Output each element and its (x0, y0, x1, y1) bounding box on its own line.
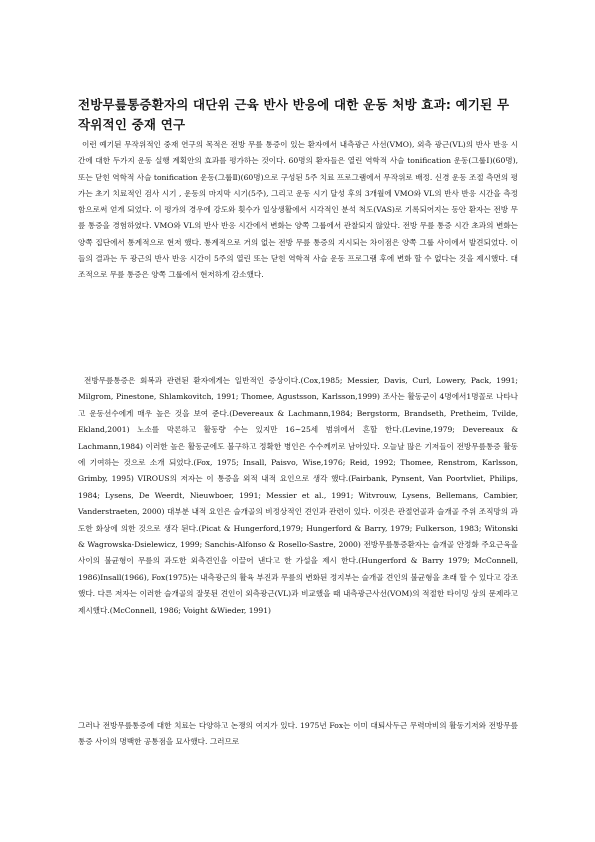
document-title: 전방무릎통증환자의 대단위 근육 반사 반응에 대한 운동 처방 효과: 예기된 무작위적인 중재 연구 (78, 97, 510, 132)
body-paragraph-1: 전방무릎통증은 회복과 관련된 환자에게는 일반적인 증상이다.(Cox,1985; Messier, Davis, Curl, Lowery, Pack, 1991; Milgrom, Pinestone, Shlamkovitch, 1991; Thomee, Agustsson, Karlsson,1999) 조사는 활동군이 4명에서1명꼴로 나타나고 운동선수에게 매우 높은 것을 보여 준다.(Devereaux & Lachmann,1984; Bergstorm, Brandseth, Pretheim, Tvilde, Ekland,2001) 노소를 막론하고 활동량 수는 있지만 16~25세 범위에서 흔할 한다.(Levine,1979; Devereaux & Lachmann,1984) 이러한 높은 활동군에도 불구하고 정확한 병인은 수수께끼로 남아있다. 오늘날 많은 기저들이 전방무릎통증 활동에 기여하는 것으로 소개 되었다.(Fox, 1975; Insall, Paisvo, Wise,1976; Reid, 1992; Thomee, Renstrom, Karlsson, Grimby, 1995) VIROUS의 저자는 이 통증을 외적 내적 요인으로 생각 했다.(Fairbank, Pynsent, Van Poortvliet, Philips, 1984; Lysens, De Weerdt, Nieuwboer, 1991; Messier et al., 1991; Witvrouw, Lysens, Bellemans, Cambier, Vanderstraeten, 2000) 대부분 내적 요인은 슬개골의 비정상적인 견인과 관련이 있다. 이것은 관절연골과 슬개골 주위 조직망의 과도한 화상에 의한 것으로 생각 된다.(Picat & Hungerford,1979; Hungerford & Barry, 1979; Fulkerson, 1983; Witonski & Wagrowska-Dsielewicz, 1999; Sanchis-Alfonso & Rosello-Sastre, 2000) 전방무릎통증환자는 슬개골 안정화 주요근육을 사이의 불균형이 무릎의 과도한 외측견인을 이끌어 낸다고 한 가설을 제시 한다.(Hungerford & Barry 1979; McConnell, 1986)Insall(1966), Fox(1975)는 내측광근의 활육 부진과 무릎의 변화된 정지부는 슬개골 견인의 불균형을 초래 할 수 있다고 강조했다. 다른 저자는 이러한 슬개골의 잘못된 견인이 외측광근(VL)과 비교했을 때 내측광근사선(VOM)의 적절한 타이밍 상의 문제라고 제시했다.(McConnell, 1986; Voight &Wieder, 1991) (78, 376, 518, 615)
body-paragraph-2: 그러나 전방무릎통증에 대한 치료는 다양하고 논쟁의 여지가 있다. 1975년 Fox는 이미 대퇴사두근 무력마비의 활동기저와 전방무릎통증 사이의 명백한 공통점을 묘사했다. 그러므로 (78, 721, 518, 747)
abstract-paragraph: 이런 예기된 무작위적인 중재 연구의 목적은 전방 무릎 통증이 있는 환자에서 내측광근 사선(VMO), 외측 광근(VL)의 반사 반응 시간에 대한 두가지 운동 실행 계획안의 효과를 평가하는 것이다. 60명의 환자들은 열린 역학적 사슬 tonification 운동(그룹Ⅰ)(60명), 또는 닫힌 역학적 사슬 tonification 운동(그룹Ⅱ)(60명)으로 구성된 5주 치료 프로그램에서 무작위로 배정. 신경 운동 조절 측면의 평가는 초기 치료적인 검사 시기 , 운동의 마지막 시기(5주), 그리고 운동 시기 달성 후의 3개월에 VMO와 VL의 반사 반응 시간을 측정함으로써 얻게 되었다. 이 평가의 경우에 강도와 횟수가 일상생활에서 시각적인 분석 척도(VAS)로 기록되어지는 동안 환자는 전방 무릎 통증을 경험하였다. VMO와 VL의 반사 반응 시간에서 변화는 양쪽 그룹에서 관찰되지 않았다. 전방 무릎 통증 시간 초과의 변화는 양쪽 집단에서 통계적으로 현저 했다. 통계적으로 거의 없는 전방 무릎 통증의 지시되는 차이점은 양쪽 그룹 사이에서 발견되었다. 이들의 결과는 두 광근의 반사 반응 시간이 5주의 열린 또는 닫힌 역학적 사슬 운동 프로그램 후에 변화 할 수 없다는 것을 제시했다. 대조적으로 무릎 통증은 양쪽 그룹에서 현저하게 감소했다. (78, 140, 518, 280)
